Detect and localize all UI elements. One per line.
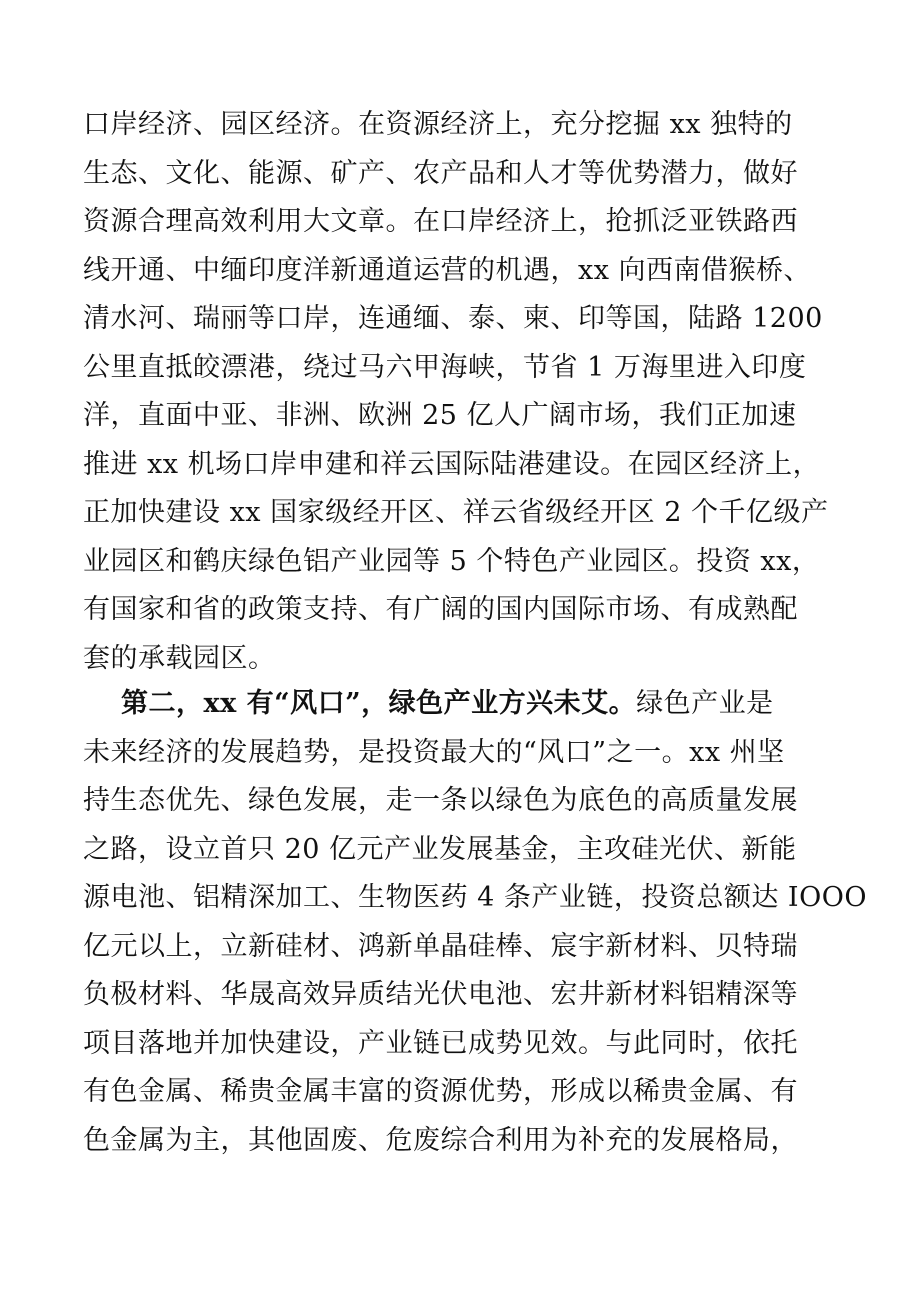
- section-heading: 第二，xx 有“风口”，绿色产业方兴未艾。: [121, 688, 637, 719]
- text-line: 有色金属、稀贵金属丰富的资源优势，形成以稀贵金属、有: [83, 1076, 798, 1107]
- text-line: 套的承载园区。: [83, 642, 276, 674]
- text-line: 推进 xx 机场口岸申建和祥云国际陆港建设。在园区经济上，: [83, 448, 821, 480]
- text-line: 有国家和省的政策支持、有广阔的国内国际市场、有成熟配: [83, 594, 798, 625]
- paragraph-green-industry: [83, 680, 867, 1165]
- text-line: 负极材料、华晟高效异质结光伏电池、宏井新材料铝精深等: [83, 979, 798, 1010]
- paragraph-investment-advantages: [83, 101, 843, 683]
- text-line: 线开通、中缅印度洋新通道运营的机遇，xx 向西南借猴桥、: [83, 254, 812, 286]
- text-line: 生态、文化、能源、矿产、农产品和人才等优势潜力，做好: [83, 157, 798, 189]
- text-line: 口岸经济、园区经济。在资源经济上，充分挖掘 xx 独特的: [83, 109, 793, 140]
- text-fragment: 绿色产业是: [636, 688, 774, 719]
- text-line: 正加快建设 xx 国家级经开区、祥云省级经开区 2 个千亿级产: [83, 497, 829, 528]
- text-line: 资源合理高效利用大文章。在口岸经济上，抢抓泛亚铁路西: [83, 206, 798, 237]
- text-line: 色金属为主，其他固废、危废综合利用为补充的发展格局，: [83, 1124, 798, 1156]
- paragraph-first-line: [83, 680, 843, 729]
- text-line: 未来经济的发展趋势，是投资最大的“风口”之一。xx 州坚: [83, 736, 785, 768]
- text-line: 业园区和鹤庆绿色铝产业园等 5 个特色产业园区。投资 xx，: [83, 545, 820, 577]
- text-line: 清水河、瑞丽等口岸，连通缅、泰、柬、印等国，陆路 1200: [83, 303, 823, 334]
- text-line: 公里直抵皎漂港，绕过马六甲海峡，节省 1 万海里进入印度: [83, 351, 807, 383]
- text-line: 亿元以上，立新硅材、鸿新单晶硅棒、宸宇新材料、贝特瑞: [83, 930, 798, 962]
- text-line: 洋，直面中亚、非洲、欧洲 25 亿人广阔市场，我们正加速: [83, 400, 797, 431]
- text-line: 源电池、铝精深加工、生物医药 4 条产业链，投资总额达 IOOO: [83, 882, 867, 913]
- text-line: 项目落地并加快建设，产业链已成势见效。与此同时，依托: [83, 1027, 798, 1059]
- text-line: 之路，设立首只 20 亿元产业发展基金，主攻硅光伏、新能: [83, 833, 797, 865]
- text-line: 持生态优先、绿色发展，走一条以绿色为底色的高质量发展: [83, 785, 798, 816]
